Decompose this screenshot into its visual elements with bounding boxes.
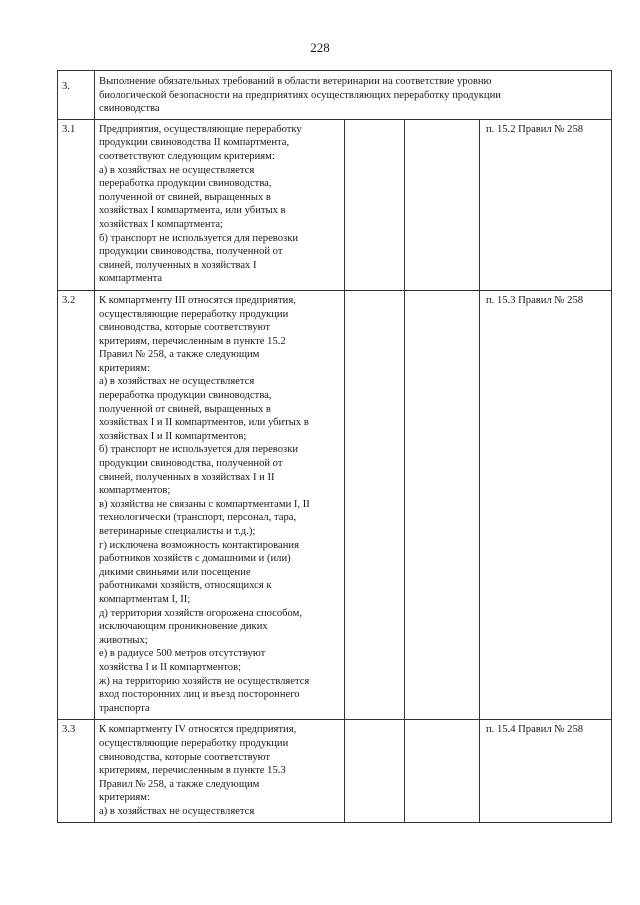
reference-cell: п. 15.2 Правил № 258 (480, 119, 612, 290)
requirement-line: б) транспорт не используется для перевозки (99, 232, 299, 244)
requirement-line: продукции свиноводства, полученной от (99, 458, 283, 470)
table-row (58, 119, 612, 290)
requirement-line: г) исключена возможность контактирования (99, 539, 299, 551)
requirements-table (57, 70, 612, 823)
requirement-text (95, 119, 345, 290)
requirement-line: полученной от свиней, выращенных в (99, 191, 271, 203)
requirement-line: хозяйствах I и II компартментов, или убитых в (99, 417, 309, 429)
section-number: 3. (58, 71, 95, 120)
requirement-line: продукции свиноводства, полученной от (99, 246, 283, 258)
row-number: 3.3 (58, 720, 95, 823)
requirement-line: критериям: (99, 792, 150, 804)
empty-cell (345, 720, 405, 823)
reference-cell: п. 15.3 Правил № 258 (480, 290, 612, 719)
requirement-line: компартмента (99, 273, 163, 285)
requirement-line: критериям, перечисленным в пункте 15.3 (99, 765, 286, 777)
requirement-line: К компартменту III относятся предприятия, (99, 294, 296, 306)
table-row (58, 720, 612, 823)
requirement-line: критериям: (99, 362, 150, 374)
requirement-text (95, 720, 345, 823)
requirement-line: полученной от свиней, выращенных в (99, 403, 271, 415)
requirement-line: е) в радиусе 500 метров отсутствуют (99, 648, 266, 660)
requirement-line: свиней, полученных в хозяйствах I и II (99, 471, 275, 483)
requirement-line: переработка продукции свиноводства, (99, 178, 272, 190)
section-title (95, 71, 612, 120)
requirement-line: ж) на территорию хозяйств не осуществляется (99, 675, 310, 687)
requirement-line: соответствуют следующим критериям: (99, 150, 275, 162)
requirement-line: дикими свиньями или посещение (99, 566, 251, 578)
requirement-line: критериям, перечисленным в пункте 15.2 (99, 335, 286, 347)
requirement-line: хозяйствах I и II компартментов; (99, 430, 247, 442)
requirement-line: ветеринарные специалисты и т.д.); (99, 526, 256, 537)
requirement-line: компартментам I, II; (99, 593, 191, 605)
table-row (58, 290, 612, 719)
requirement-line: работников хозяйств с домашними и (или) (99, 553, 291, 565)
requirement-line: осуществляющие переработку продукции (99, 308, 289, 320)
requirement-line: работниками хозяйств, относящихся к (99, 580, 272, 592)
section-header-row (58, 71, 612, 120)
requirement-line: Правил № 258, а также следующим (99, 778, 260, 790)
empty-cell (405, 290, 480, 719)
requirement-line: транспорта (99, 702, 150, 714)
requirement-line: технологически (транспорт, персонал, тара, (99, 512, 297, 524)
empty-cell (405, 119, 480, 290)
section-title-line: Выполнение обязательных требований в области ветеринарии на соответствие уровню (99, 76, 492, 87)
empty-cell (345, 290, 405, 719)
requirement-line: животных; (99, 634, 148, 646)
requirement-line: д) территория хозяйств огорожена способом, (99, 607, 303, 619)
requirement-line: осуществляющие переработку продукции (99, 737, 289, 749)
requirement-line: хозяйствах I компартмента; (99, 218, 223, 230)
empty-cell (345, 119, 405, 290)
requirement-line: б) транспорт не используется для перевозки (99, 444, 299, 456)
requirement-line: свиней, полученных в хозяйствах I (99, 259, 257, 271)
requirement-line: а) в хозяйствах не осуществляется (99, 805, 255, 817)
requirement-line: исключающим проникновение диких (99, 621, 268, 633)
section-title-line: свиноводства (99, 103, 160, 115)
requirement-line: продукции свиноводства II компартмента, (99, 137, 290, 149)
requirement-line: К компартменту IV относятся предприятия, (99, 724, 297, 736)
requirement-line: Правил № 258, а также следующим (99, 349, 260, 361)
section-title-line: биологической безопасности на предприятиях осуществляющих переработку продукции (99, 89, 501, 101)
requirement-line: свиноводства, которые соответствуют (99, 751, 271, 763)
reference-cell: п. 15.4 Правил № 258 (480, 720, 612, 823)
requirement-line: хозяйствах I компартмента, или убитых в (99, 205, 286, 217)
requirement-line: Предприятия, осуществляющие переработку (99, 123, 302, 135)
requirement-text (95, 290, 345, 719)
requirement-line: а) в хозяйствах не осуществляется (99, 164, 255, 176)
row-number: 3.2 (58, 290, 95, 719)
requirement-line: компартментов; (99, 485, 171, 497)
empty-cell (405, 720, 480, 823)
row-number: 3.1 (58, 119, 95, 290)
requirement-line: свиноводства, которые соответствуют (99, 322, 271, 334)
requirement-line: в) хозяйства не связаны с компартментами I, II (99, 498, 310, 510)
requirement-line: а) в хозяйствах не осуществляется (99, 376, 255, 388)
requirement-line: вход посторонних лиц и въезд постороннего (99, 689, 300, 701)
page-number: 228 (310, 40, 330, 55)
requirement-line: хозяйства I и II компартментов; (99, 661, 242, 673)
requirement-line: переработка продукции свиноводства, (99, 390, 272, 402)
